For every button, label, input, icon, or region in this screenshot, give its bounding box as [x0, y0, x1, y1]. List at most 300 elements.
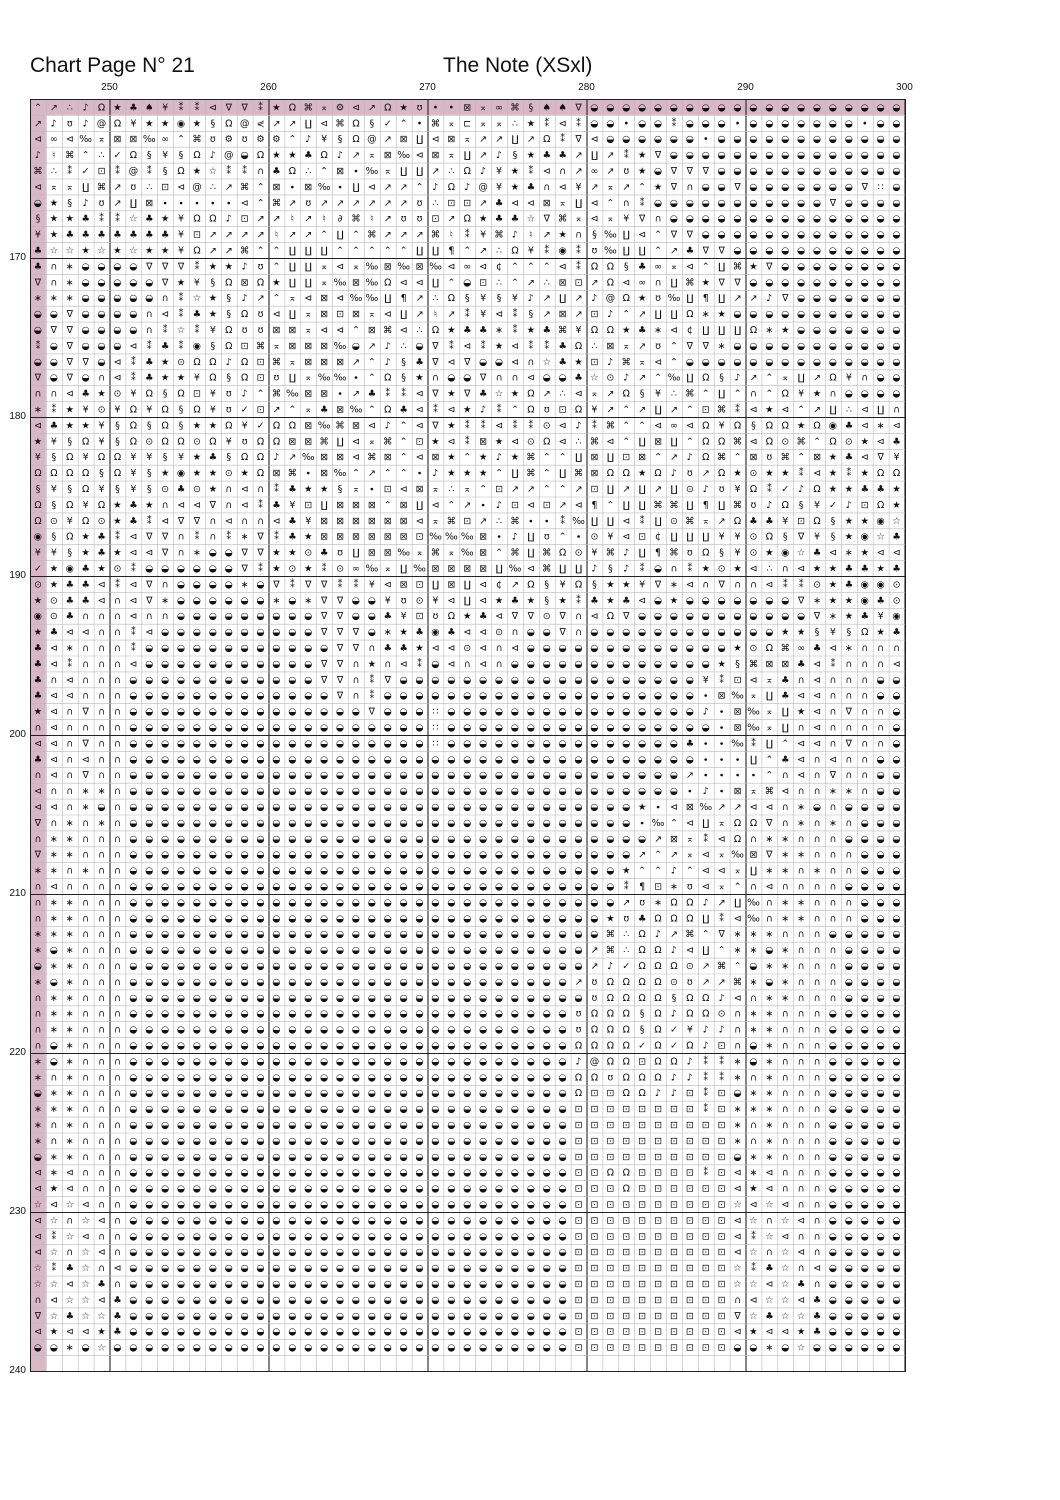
stitch-symbol: ∩ [622, 197, 630, 209]
stitch-symbol: ◒ [256, 801, 265, 813]
stitch-symbol: Ω [749, 483, 758, 495]
stitch-symbol: ◒ [733, 309, 742, 321]
stitch-symbol: ∗ [669, 881, 678, 893]
stitch-symbol: ◉ [876, 579, 885, 591]
stitch-symbol: § [115, 420, 120, 432]
stitch-symbol: ∇ [432, 356, 439, 368]
stitch-symbol: Ω [161, 436, 169, 448]
stitch-symbol: ◒ [145, 1263, 154, 1275]
stitch-symbol: ∩ [113, 595, 121, 607]
stitch-symbol: ◒ [542, 658, 551, 670]
stitch-symbol: ⁑ [226, 531, 232, 543]
stitch-symbol: ∇ [66, 356, 73, 368]
stitch-symbol: ◒ [351, 1151, 361, 1163]
stitch-symbol: ◒ [161, 929, 170, 941]
stitch-symbol: ★ [844, 595, 854, 607]
stitch-symbol: ◒ [590, 929, 599, 941]
stitch-symbol: ◒ [320, 1294, 329, 1306]
stitch-symbol: ◒ [351, 1088, 361, 1100]
stitch-symbol: ∩ [749, 579, 757, 591]
stitch-symbol: ◒ [256, 1326, 265, 1338]
stitch-symbol: ⌅ [351, 261, 360, 273]
stitch-symbol: ◒ [288, 897, 297, 909]
stitch-symbol: ◒ [510, 674, 520, 686]
stitch-symbol: ⊙ [33, 579, 42, 591]
row-label: 190 [9, 570, 26, 581]
stitch-symbol: ★ [558, 595, 567, 607]
stitch-symbol: ∐ [638, 499, 646, 511]
stitch-symbol: ∇ [66, 309, 73, 321]
stitch-symbol: ∙ [193, 197, 200, 209]
stitch-symbol: ◒ [574, 642, 583, 654]
stitch-symbol: ◒ [892, 690, 901, 702]
stitch-symbol: ⁑ [401, 388, 407, 400]
stitch-symbol: ◒ [145, 1294, 154, 1306]
stitch-symbol: ◒ [510, 865, 520, 877]
stitch-symbol: ◒ [240, 897, 249, 909]
stitch-symbol: ◒ [224, 690, 233, 702]
stitch-symbol: ◒ [892, 388, 901, 400]
stitch-symbol: ◒ [828, 213, 838, 225]
stitch-symbol: ↗ [383, 213, 392, 225]
stitch-symbol: ◒ [320, 801, 329, 813]
stitch-symbol: ◒ [192, 801, 202, 813]
stitch-symbol: ◒ [892, 1215, 901, 1227]
stitch-symbol: ★ [33, 436, 43, 448]
stitch-symbol: ↗ [685, 770, 694, 782]
stitch-symbol: ∐ [654, 309, 662, 321]
stitch-symbol: Ω [384, 404, 392, 416]
stitch-symbol: ◒ [320, 1215, 329, 1227]
stitch-symbol: ◒ [606, 706, 615, 718]
stitch-symbol: ◒ [860, 897, 869, 909]
stitch-symbol: ∐ [574, 197, 583, 209]
stitch-symbol: ◒ [192, 817, 202, 829]
stitch-symbol: ♠ [558, 102, 567, 114]
stitch-symbol: ◒ [638, 674, 647, 686]
stitch-symbol: ◒ [590, 833, 599, 845]
stitch-symbol: ‰ [285, 388, 299, 400]
stitch-symbol: ⊲ [510, 642, 519, 654]
stitch-symbol: ◒ [288, 1167, 297, 1179]
stitch-symbol: ◒ [224, 833, 233, 845]
stitch-symbol: ⊲ [65, 690, 74, 702]
stitch-symbol: Ω [590, 1072, 599, 1084]
stitch-symbol: ◒ [892, 197, 901, 209]
stitch-symbol: ◒ [685, 197, 694, 209]
stitch-symbol: ◒ [351, 1310, 361, 1322]
stitch-symbol: ◒ [304, 770, 313, 782]
stitch-symbol: ⊠ [113, 134, 122, 146]
stitch-symbol: ⊠ [431, 452, 440, 464]
stitch-symbol: ◒ [765, 356, 774, 368]
stitch-symbol: ◒ [335, 1215, 345, 1227]
stitch-symbol: ∩ [781, 881, 789, 893]
stitch-symbol: ◒ [383, 1199, 392, 1211]
stitch-symbol: ⌃ [765, 754, 774, 766]
stitch-symbol: ◒ [701, 627, 710, 639]
stitch-symbol: ⊲ [145, 547, 154, 559]
stitch-symbol: ◒ [574, 960, 583, 972]
stitch-symbol: ◒ [383, 1135, 392, 1147]
stitch-symbol: ◒ [526, 1040, 535, 1052]
stitch-symbol: ⊲ [208, 102, 217, 114]
stitch-symbol: ⌃ [558, 452, 567, 464]
stitch-symbol: ↗ [638, 309, 647, 321]
stitch-symbol: ♣ [765, 1263, 774, 1275]
stitch-symbol: ★ [796, 627, 806, 639]
stitch-symbol: ◒ [192, 1056, 202, 1068]
stitch-symbol: ♪ [241, 293, 248, 305]
stitch-symbol: ⊠ [288, 324, 297, 336]
stitch-symbol: ◒ [876, 929, 885, 941]
stitch-symbol: ◒ [542, 1263, 551, 1275]
stitch-symbol: ⊲ [669, 324, 678, 336]
stitch-symbol: ⌘ [685, 929, 695, 941]
stitch-symbol: ◒ [288, 849, 297, 861]
stitch-symbol: Ω [765, 531, 773, 543]
stitch-symbol: ◒ [860, 1119, 869, 1131]
stitch-symbol: ◒ [733, 229, 742, 241]
stitch-symbol: ⊲ [447, 658, 456, 670]
stitch-symbol: ◒ [415, 1199, 424, 1211]
stitch-symbol: ◒ [129, 1024, 138, 1036]
stitch-symbol: ⊡ [558, 404, 567, 416]
stitch-symbol: ◒ [510, 1263, 520, 1275]
stitch-symbol: ∩ [113, 1167, 121, 1179]
stitch-symbol: ◒ [669, 627, 679, 639]
stitch-symbol: ʊ [305, 197, 312, 209]
stitch-symbol: ⌃ [399, 118, 408, 130]
stitch-symbol: ◒ [876, 1294, 885, 1306]
stitch-symbol: ◒ [463, 1263, 472, 1275]
stitch-symbol: ◒ [892, 1104, 901, 1116]
stitch-symbol: ∗ [49, 929, 58, 941]
stitch-symbol: ∩ [781, 929, 789, 941]
stitch-symbol: ∩ [145, 324, 153, 336]
stitch-symbol: ◒ [447, 1167, 456, 1179]
stitch-symbol: ◒ [812, 245, 822, 257]
stitch-symbol: ◒ [797, 213, 806, 225]
stitch-symbol: ⊡ [638, 1119, 647, 1131]
stitch-symbol: ◒ [765, 102, 774, 114]
stitch-symbol: ∇ [766, 817, 773, 829]
stitch-symbol: ∩ [98, 1167, 106, 1179]
stitch-symbol: ◒ [272, 1119, 281, 1131]
stitch-symbol: ↗ [622, 897, 631, 909]
stitch-symbol: ∩ [813, 1040, 821, 1052]
stitch-symbol: ↗ [654, 483, 663, 495]
stitch-symbol: ⊲ [351, 436, 360, 448]
stitch-symbol: ◒ [844, 1247, 853, 1259]
stitch-symbol: ◒ [812, 801, 822, 813]
stitch-symbol: ◒ [797, 197, 806, 209]
stitch-symbol: ∩ [113, 770, 121, 782]
stitch-symbol: ☆ [494, 388, 504, 400]
stitch-symbol: ◒ [224, 706, 233, 718]
stitch-symbol: ∇ [34, 1310, 42, 1322]
stitch-symbol: ◒ [176, 722, 186, 734]
stitch-symbol: ⁑ [178, 293, 184, 305]
stitch-symbol: ◒ [860, 309, 869, 321]
stitch-symbol: ∩ [98, 992, 106, 1004]
stitch-symbol: § [146, 420, 152, 432]
stitch-symbol: ◒ [192, 897, 202, 909]
stitch-symbol: ◒ [479, 1294, 488, 1306]
stitch-symbol: ʊ [130, 181, 137, 193]
stitch-symbol: ‰ [397, 150, 411, 162]
stitch-symbol: ∩ [861, 690, 869, 702]
stitch-symbol: ◒ [304, 913, 313, 925]
stitch-symbol: ◒ [622, 833, 631, 845]
stitch-symbol: ♮ [370, 213, 374, 225]
stitch-symbol: ◒ [494, 1104, 504, 1116]
stitch-symbol: Ω [574, 404, 583, 416]
stitch-symbol: ⊲ [192, 499, 201, 511]
stitch-symbol: ⁑ [369, 674, 375, 686]
stitch-symbol: ∗ [844, 642, 853, 654]
stitch-symbol: § [607, 563, 613, 575]
stitch-symbol: ∐ [638, 245, 646, 257]
stitch-symbol: ⌃ [447, 499, 456, 511]
stitch-symbol: ◒ [176, 1072, 186, 1084]
stitch-symbol: ∩ [98, 642, 106, 654]
stitch-symbol: ◒ [431, 1072, 440, 1084]
stitch-symbol: ∞ [49, 134, 58, 146]
stitch-symbol: ∇ [464, 356, 471, 368]
stitch-symbol: ☆ [780, 1310, 790, 1322]
stitch-symbol: ◒ [176, 1151, 186, 1163]
stitch-symbol: ◒ [781, 356, 790, 368]
column-label: 270 [419, 82, 436, 93]
stitch-symbol: ◒ [717, 118, 726, 130]
stitch-symbol: ⊡ [256, 404, 265, 416]
stitch-symbol: ◒ [494, 1215, 504, 1227]
stitch-symbol: ◒ [542, 786, 551, 798]
stitch-symbol: ☆ [49, 1278, 59, 1290]
stitch-symbol: ◒ [701, 213, 710, 225]
stitch-symbol: ◒ [876, 1167, 885, 1179]
stitch-symbol: ✓ [81, 165, 90, 177]
stitch-symbol: ♪ [511, 531, 518, 543]
stitch-symbol: ∗ [65, 1135, 74, 1147]
stitch-symbol: ◒ [510, 1342, 520, 1354]
stitch-symbol: ∗ [844, 786, 853, 798]
stitch-symbol: ◒ [590, 690, 599, 702]
stitch-symbol: ◒ [113, 340, 122, 352]
stitch-symbol: ◒ [876, 881, 885, 893]
stitch-symbol: ◉ [192, 340, 202, 352]
stitch-symbol: ◒ [860, 1056, 869, 1068]
stitch-symbol: ★ [844, 483, 854, 495]
stitch-symbol: ↗ [733, 293, 742, 305]
stitch-symbol: ⊠ [590, 468, 599, 480]
stitch-symbol: ⊲ [781, 1326, 790, 1338]
stitch-symbol: ∩ [34, 388, 42, 400]
stitch-symbol: ◒ [749, 197, 758, 209]
stitch-symbol: ◒ [653, 706, 663, 718]
stitch-symbol: ◒ [494, 356, 504, 368]
stitch-symbol: ◒ [733, 595, 742, 607]
stitch-symbol: ⊲ [415, 515, 424, 527]
stitch-symbol: ∩ [829, 945, 837, 957]
stitch-symbol: ♣ [796, 658, 806, 670]
stitch-symbol: ◒ [463, 1040, 472, 1052]
stitch-symbol: ‰ [747, 706, 760, 718]
stitch-symbol: ∩ [813, 1119, 821, 1131]
stitch-symbol: § [67, 197, 73, 209]
stitch-symbol: ⊡ [717, 1278, 726, 1290]
stitch-symbol: ⌃ [669, 356, 678, 368]
stitch-symbol: ◒ [383, 1104, 392, 1116]
stitch-symbol: ☆ [542, 356, 552, 368]
stitch-symbol: ◒ [351, 1247, 361, 1259]
stitch-symbol: ⊡ [192, 229, 201, 241]
stitch-symbol: ◒ [367, 1231, 376, 1243]
stitch-symbol: ↗ [558, 499, 567, 511]
stitch-symbol: ∴ [559, 388, 566, 400]
stitch-symbol: ♪ [496, 499, 503, 511]
stitch-symbol: ∩ [495, 642, 503, 654]
stitch-symbol: ⊡ [701, 1294, 710, 1306]
stitch-symbol: § [830, 531, 836, 543]
stitch-symbol: ⁑ [751, 738, 756, 750]
stitch-symbol: ♣ [685, 245, 695, 257]
stitch-symbol: ♪ [734, 372, 741, 384]
stitch-symbol: ∩ [50, 261, 58, 273]
stitch-symbol: ◒ [701, 722, 710, 734]
stitch-symbol: ☆ [733, 1263, 742, 1275]
stitch-symbol: ∩ [50, 674, 58, 686]
stitch-symbol: ◒ [765, 277, 774, 289]
stitch-symbol: ★ [49, 579, 59, 591]
stitch-symbol: ⊠ [558, 277, 567, 289]
stitch-symbol: ◒ [320, 690, 329, 702]
stitch-symbol: ⊲ [590, 134, 599, 146]
stitch-symbol: ♮ [529, 229, 533, 241]
stitch-symbol: ◒ [876, 1135, 885, 1147]
stitch-symbol: ◒ [272, 690, 281, 702]
stitch-symbol: § [146, 468, 152, 480]
row-label: 210 [9, 888, 26, 899]
stitch-symbol: ⊲ [813, 722, 822, 734]
stitch-symbol: ◒ [145, 960, 154, 972]
stitch-symbol: ∗ [65, 945, 74, 957]
stitch-symbol: ♣ [81, 563, 90, 575]
stitch-symbol: ⁑ [560, 134, 566, 146]
stitch-symbol: ☆ [81, 1215, 90, 1227]
stitch-symbol: ∗ [828, 786, 837, 798]
stitch-symbol: ♣ [160, 229, 170, 241]
stitch-symbol: ∗ [65, 817, 74, 829]
stitch-symbol: ⊡ [654, 881, 663, 893]
stitch-symbol: ◒ [510, 849, 520, 861]
stitch-symbol: ⌅ [479, 118, 488, 130]
stitch-symbol: ∗ [749, 976, 758, 988]
stitch-symbol: ◒ [351, 833, 361, 845]
stitch-symbol: ★ [606, 579, 615, 591]
stitch-symbol: ⌘ [796, 436, 806, 448]
stitch-symbol: ◒ [351, 1231, 361, 1243]
stitch-symbol: ♪ [702, 483, 709, 495]
stitch-symbol: ⊙ [304, 547, 313, 559]
stitch-symbol: ◒ [192, 1119, 202, 1131]
stitch-symbol: ∩ [241, 515, 249, 527]
stitch-symbol: ʊ [591, 245, 598, 257]
stitch-symbol: § [226, 452, 232, 464]
stitch-symbol: Ω [606, 261, 614, 273]
stitch-symbol: ◒ [510, 1088, 520, 1100]
stitch-symbol: ⌘ [367, 452, 377, 464]
stitch-symbol: ∐ [606, 452, 614, 464]
stitch-symbol: ◒ [335, 929, 345, 941]
stitch-symbol: ◒ [272, 1088, 281, 1100]
stitch-symbol: ◒ [781, 261, 790, 273]
stitch-symbol: ◒ [304, 706, 313, 718]
stitch-symbol: ⊲ [638, 595, 647, 607]
stitch-symbol: ◒ [81, 1342, 90, 1354]
stitch-symbol: ∩ [813, 1072, 821, 1084]
stitch-symbol: ◒ [224, 929, 233, 941]
stitch-symbol: ⊲ [49, 690, 58, 702]
stitch-symbol: ◒ [240, 801, 249, 813]
stitch-symbol: ◒ [526, 1167, 535, 1179]
stitch-symbol: ⊡ [574, 1342, 583, 1354]
stitch-symbol: Ω [352, 118, 360, 130]
stitch-symbol: ∇ [82, 706, 89, 718]
stitch-symbol: ∩ [98, 1024, 106, 1036]
stitch-symbol: ⊲ [33, 786, 42, 798]
stitch-symbol: ◒ [542, 913, 551, 925]
stitch-symbol: ∗ [65, 849, 74, 861]
stitch-symbol: ¥ [50, 483, 57, 495]
stitch-symbol: ◒ [574, 786, 583, 798]
stitch-symbol: ∗ [33, 404, 42, 416]
stitch-symbol: ◒ [828, 1278, 838, 1290]
stitch-symbol: ◒ [224, 1310, 233, 1322]
stitch-symbol: ♣ [97, 229, 106, 241]
stitch-symbol: ¥ [130, 452, 137, 464]
stitch-symbol: ∇ [66, 324, 73, 336]
stitch-symbol: ◒ [97, 293, 106, 305]
stitch-symbol: ∗ [765, 324, 774, 336]
stitch-symbol: ◒ [256, 817, 265, 829]
stitch-symbol: ∴ [146, 181, 153, 193]
stitch-symbol: ◒ [685, 754, 694, 766]
stitch-symbol: ◒ [542, 960, 551, 972]
stitch-symbol: ¥ [162, 150, 169, 162]
stitch-symbol: ⊲ [495, 309, 504, 321]
stitch-symbol: ⊲ [65, 388, 74, 400]
stitch-symbol: ◒ [844, 102, 853, 114]
stitch-symbol: ⌅ [383, 165, 392, 177]
stitch-symbol: ∇ [146, 595, 153, 607]
stitch-symbol: ◒ [399, 1008, 408, 1020]
stitch-symbol: ∩ [495, 372, 503, 384]
stitch-symbol: ⌘ [780, 642, 790, 654]
stitch-symbol: ◒ [129, 738, 138, 750]
stitch-symbol: ⊡ [240, 340, 249, 352]
stitch-symbol: ∗ [733, 1135, 742, 1147]
stitch-symbol: ⊏ [463, 118, 472, 130]
stitch-symbol: ◒ [304, 1342, 313, 1354]
stitch-symbol: ◒ [812, 309, 822, 321]
stitch-symbol: ↗ [113, 197, 122, 209]
stitch-symbol: ⊡ [638, 1247, 647, 1259]
stitch-symbol: ⌅ [97, 134, 106, 146]
stitch-symbol: ∩ [50, 1119, 58, 1131]
stitch-symbol: Ω [193, 150, 201, 162]
